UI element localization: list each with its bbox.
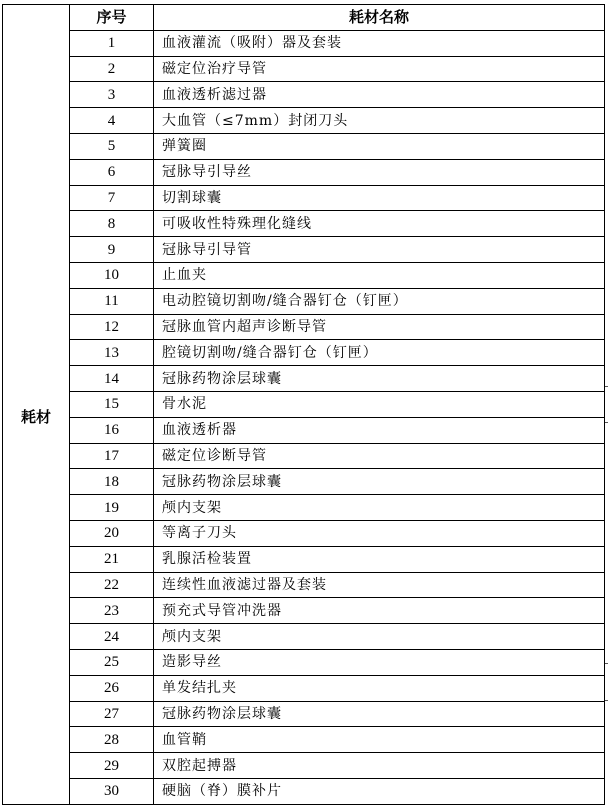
row-item-name: 造影导丝 bbox=[154, 649, 605, 675]
row-index: 9 bbox=[70, 237, 154, 263]
row-index: 15 bbox=[70, 391, 154, 417]
row-index: 1 bbox=[70, 30, 154, 56]
row-index: 21 bbox=[70, 546, 154, 572]
row-item-name: 骨水泥 bbox=[154, 391, 605, 417]
row-item-name: 磁定位治疗导管 bbox=[154, 56, 605, 82]
row-item-name: 颅内支架 bbox=[154, 624, 605, 650]
header-name: 耗材名称 bbox=[154, 5, 605, 31]
row-index: 7 bbox=[70, 185, 154, 211]
table-row bbox=[3, 366, 605, 392]
header-category-cell bbox=[3, 5, 70, 31]
header-row bbox=[3, 5, 605, 31]
row-index: 27 bbox=[70, 701, 154, 727]
row-item-name: 电动腔镜切割吻/缝合器钉仓（钉匣） bbox=[154, 288, 605, 314]
row-item-name: 等离子刀头 bbox=[154, 520, 605, 546]
row-item-name: 冠脉药物涂层球囊 bbox=[154, 701, 605, 727]
row-item-name: 切割球囊 bbox=[154, 185, 605, 211]
row-item-name: 冠脉导引导管 bbox=[154, 237, 605, 263]
row-index: 28 bbox=[70, 727, 154, 753]
table-row bbox=[3, 133, 605, 159]
row-item-name: 血液透析器 bbox=[154, 417, 605, 443]
row-index: 14 bbox=[70, 366, 154, 392]
table-row bbox=[3, 417, 605, 443]
table-row bbox=[3, 649, 605, 675]
row-item-name: 预充式导管冲洗器 bbox=[154, 598, 605, 624]
table-row bbox=[3, 30, 605, 56]
table-row bbox=[3, 159, 605, 185]
category-cell: 耗材 bbox=[3, 30, 70, 804]
table-row bbox=[3, 108, 605, 134]
row-item-name: 连续性血液滤过器及套装 bbox=[154, 572, 605, 598]
row-item-name: 血液透析滤过器 bbox=[154, 82, 605, 108]
row-index: 12 bbox=[70, 314, 154, 340]
row-item-name: 弹簧圈 bbox=[154, 133, 605, 159]
table-row bbox=[3, 727, 605, 753]
row-item-name: 大血管（≤7mm）封闭刀头 bbox=[154, 108, 605, 134]
row-index: 3 bbox=[70, 82, 154, 108]
row-index: 4 bbox=[70, 108, 154, 134]
table-row bbox=[3, 778, 605, 804]
row-index: 19 bbox=[70, 495, 154, 521]
row-item-name: 冠脉药物涂层球囊 bbox=[154, 469, 605, 495]
row-index: 17 bbox=[70, 443, 154, 469]
table-row bbox=[3, 572, 605, 598]
row-index: 18 bbox=[70, 469, 154, 495]
row-index: 25 bbox=[70, 649, 154, 675]
row-index: 2 bbox=[70, 56, 154, 82]
table-body bbox=[3, 30, 605, 804]
row-item-name: 冠脉药物涂层球囊 bbox=[154, 366, 605, 392]
table-row bbox=[3, 314, 605, 340]
row-index: 20 bbox=[70, 520, 154, 546]
row-item-name: 磁定位诊断导管 bbox=[154, 443, 605, 469]
row-item-name: 乳腺活检装置 bbox=[154, 546, 605, 572]
row-item-name: 冠脉血管内超声诊断导管 bbox=[154, 314, 605, 340]
table-row bbox=[3, 520, 605, 546]
row-item-name: 血管鞘 bbox=[154, 727, 605, 753]
table-row bbox=[3, 675, 605, 701]
row-item-name: 止血夹 bbox=[154, 262, 605, 288]
row-index: 5 bbox=[70, 133, 154, 159]
row-index: 16 bbox=[70, 417, 154, 443]
document-sheet bbox=[2, 4, 604, 804]
table-row bbox=[3, 82, 605, 108]
table-row bbox=[3, 262, 605, 288]
table-row bbox=[3, 288, 605, 314]
table-row bbox=[3, 56, 605, 82]
table-row bbox=[3, 495, 605, 521]
table-row bbox=[3, 546, 605, 572]
row-item-name: 颅内支架 bbox=[154, 495, 605, 521]
row-index: 8 bbox=[70, 211, 154, 237]
row-item-name: 腔镜切割吻/缝合器钉仓（钉匣） bbox=[154, 340, 605, 366]
table-row bbox=[3, 469, 605, 495]
row-index: 30 bbox=[70, 778, 154, 804]
row-index: 10 bbox=[70, 262, 154, 288]
table-row bbox=[3, 753, 605, 779]
table-row bbox=[3, 211, 605, 237]
table-row bbox=[3, 391, 605, 417]
row-index: 11 bbox=[70, 288, 154, 314]
row-item-name: 单发结扎夹 bbox=[154, 675, 605, 701]
table-row bbox=[3, 624, 605, 650]
row-index: 6 bbox=[70, 159, 154, 185]
row-index: 26 bbox=[70, 675, 154, 701]
consumables-table bbox=[2, 4, 605, 805]
table-row bbox=[3, 443, 605, 469]
row-item-name: 硬脑（脊）膜补片 bbox=[154, 778, 605, 804]
row-index: 22 bbox=[70, 572, 154, 598]
row-item-name: 冠脉导引导丝 bbox=[154, 159, 605, 185]
row-index: 24 bbox=[70, 624, 154, 650]
table-row bbox=[3, 237, 605, 263]
row-index: 29 bbox=[70, 753, 154, 779]
header-index: 序号 bbox=[70, 5, 154, 31]
row-index: 23 bbox=[70, 598, 154, 624]
table-row bbox=[3, 185, 605, 211]
row-item-name: 可吸收性特殊理化缝线 bbox=[154, 211, 605, 237]
row-item-name: 双腔起搏器 bbox=[154, 753, 605, 779]
table-row bbox=[3, 701, 605, 727]
row-item-name: 血液灌流（吸附）器及套装 bbox=[154, 30, 605, 56]
table-row bbox=[3, 340, 605, 366]
table-row bbox=[3, 598, 605, 624]
row-index: 13 bbox=[70, 340, 154, 366]
